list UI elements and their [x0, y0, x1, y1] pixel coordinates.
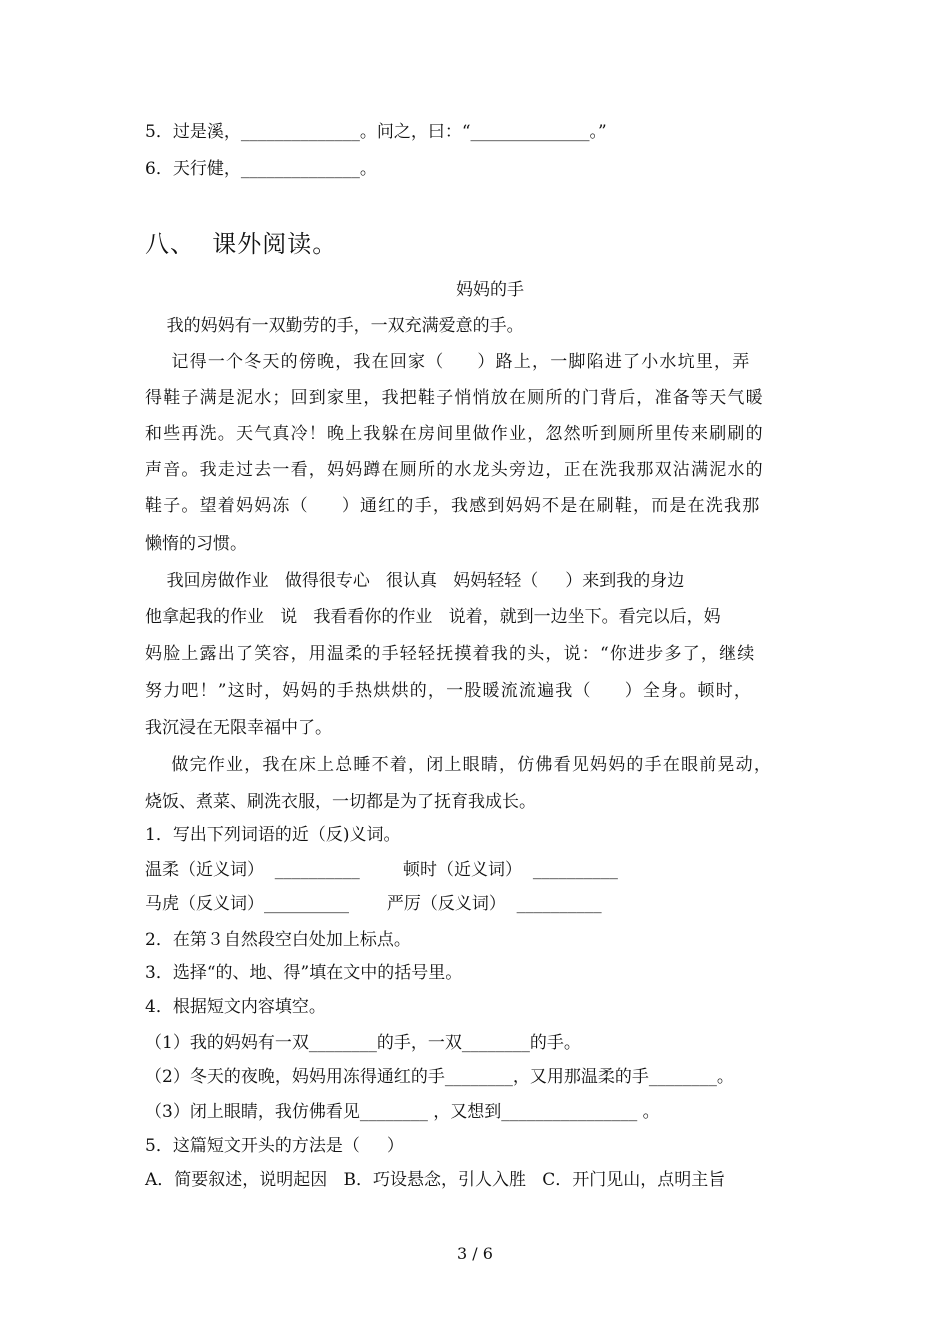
passage-line: 懒惰的习惯。: [145, 534, 247, 554]
question-1-row-a: 温柔（近义词） __________ 顿时（近义词） __________: [145, 860, 618, 880]
question-4: 4．根据短文内容填空。: [145, 997, 326, 1017]
question-1: 1．写出下列词语的近（反)义词。: [145, 825, 401, 845]
question-4-2: （2）冬天的夜晚，妈妈用冻得通红的手________，又用那温柔的手________。: [145, 1067, 734, 1087]
section-heading: 八、 课外阅读。: [145, 230, 338, 258]
question-5-options: A．简要叙述，说明起因 B．巧设悬念，引人入胜 C．开门见山，点明主旨: [145, 1170, 726, 1190]
fill-item-5: 5．过是溪，______________。问之，曰：“______________。”: [145, 122, 607, 142]
question-2: 2．在第３自然段空白处加上标点。: [145, 930, 411, 950]
passage-line: 和些再洗。天气真冷！晚上我躲在房间里做作业，忽然听到厕所里传来刷刷的: [145, 424, 764, 444]
passage-line: 我回房做作业 做得很专心 很认真 妈妈轻轻（ ）来到我的身边: [145, 571, 685, 591]
passage-title: 妈妈的手: [456, 280, 524, 300]
passage-line: 烧饭、煮菜、刷洗衣服，一切都是为了抚育我成长。: [145, 792, 536, 812]
question-4-1: （1）我的妈妈有一双________的手，一双________的手。: [145, 1033, 581, 1053]
fill-item-6: 6．天行健，______________。: [145, 159, 377, 179]
question-3: 3．选择“的、地、得”填在文中的括号里。: [145, 963, 463, 983]
question-5: 5．这篇短文开头的方法是（ ）: [145, 1136, 404, 1156]
question-4-3: （3）闭上眼睛，我仿佛看见________ ，又想到________________ 。: [145, 1102, 660, 1122]
passage-line: 得鞋子满是泥水；回到家里，我把鞋子悄悄放在厕所的门背后，准备等天气暖: [145, 388, 764, 408]
passage-line: 鞋子。望着妈妈冻（ ）通红的手，我感到妈妈不是在刷鞋，而是在洗我那: [145, 496, 761, 516]
passage-line: 他拿起我的作业 说 我看看你的作业 说着，就到一边坐下。看完以后，妈: [145, 607, 721, 627]
passage-line: 做完作业，我在床上总睡不着，闭上眼睛，仿佛看见妈妈的手在眼前晃动，: [145, 755, 773, 775]
passage-line: 声音。我走过去一看，妈妈蹲在厕所的水龙头旁边，正在洗我那双沾满泥水的: [145, 460, 764, 480]
passage-line: 记得一个冬天的傍晚，我在回家（ ）路上，一脚陷进了小水坑里，弄: [145, 352, 751, 372]
page-number: 3 / 6: [457, 1244, 493, 1263]
passage-line: 妈脸上露出了笑容，用温柔的手轻轻抚摸着我的头，说：“你进步多了，继续: [145, 644, 756, 664]
question-1-row-b: 马虎（反义词）__________ 严厉（反义词） __________: [145, 894, 602, 914]
passage-line: 努力吧！”这时，妈妈的手热烘烘的，一股暖流流遍我（ ）全身。顿时，: [145, 681, 753, 701]
passage-line: 我的妈妈有一双勤劳的手，一双充满爱意的手。: [145, 316, 524, 336]
passage-line: 我沉浸在无限幸福中了。: [145, 718, 332, 738]
